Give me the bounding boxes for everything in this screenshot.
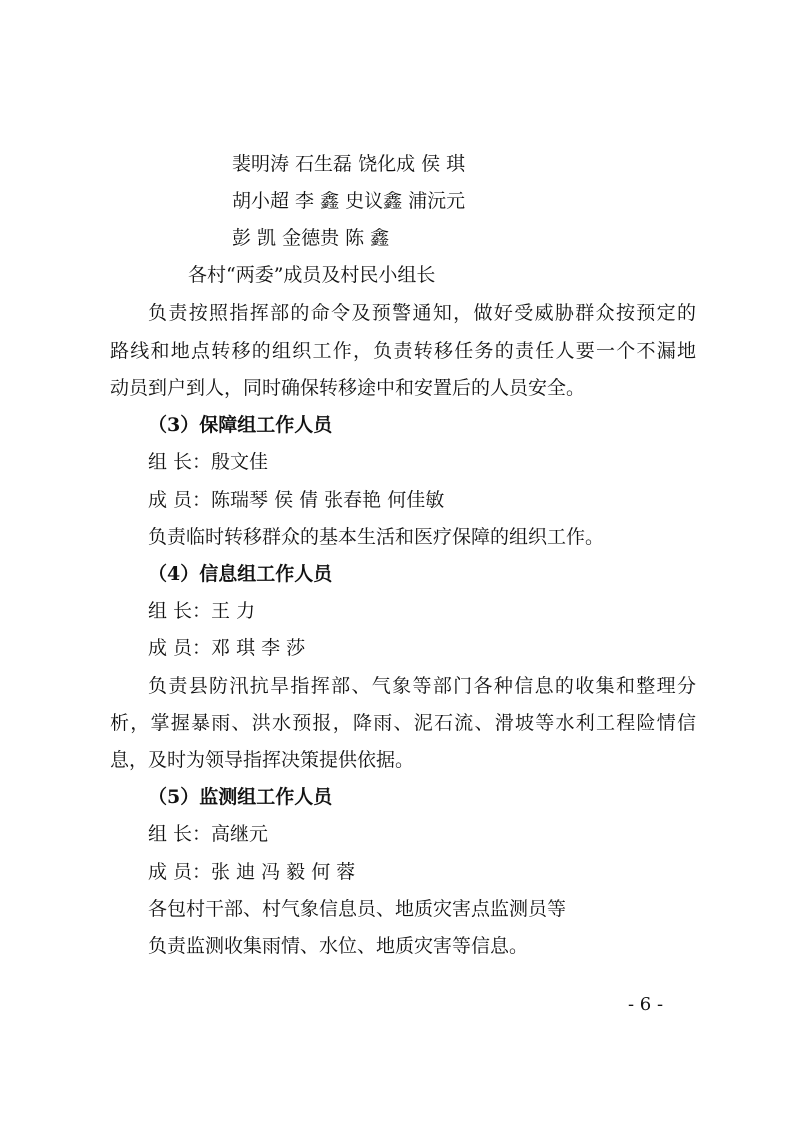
paragraph-transfer-duty-line-3: 动员到户到人，同时确保转移途中和安置后的人员安全。 <box>110 377 586 399</box>
paragraph-transfer-duty-line-2: 路线和地点转移的组织工作，负责转移任务的责任人要一个不漏地 <box>110 340 696 362</box>
support-group-members: 成 员：陈瑞琴 侯 倩 张春艳 何佳敏 <box>148 489 445 511</box>
monitor-group-leader: 组 长：高继元 <box>148 823 269 845</box>
member-names-line-2: 胡小超 李 鑫 史议鑫 浦沅元 <box>232 190 466 212</box>
page-number: - 6 - <box>628 994 664 1015</box>
support-group-leader: 组 长：殷文佳 <box>148 451 269 473</box>
member-names-line-3: 彭 凯 金德贵 陈 鑫 <box>232 227 390 249</box>
monitor-group-members: 成 员：张 迪 冯 毅 何 蓉 <box>148 861 356 883</box>
paragraph-info-duty-line-3: 息，及时为领导指挥决策提供依据。 <box>110 749 415 771</box>
paragraph-info-duty-line-2: 析，掌握暴雨、洪水预报，降雨、泥石流、滑坡等水利工程险情信 <box>110 712 696 734</box>
info-group-leader: 组 长：王 力 <box>148 600 256 622</box>
monitor-group-extra-members: 各包村干部、村气象信息员、地质灾害点监测员等 <box>148 898 567 920</box>
section-heading-info-group: （4）信息组工作人员 <box>148 563 333 585</box>
paragraph-transfer-duty-line-1: 负责按照指挥部的命令及预警通知，做好受威胁群众按预定的 <box>148 302 696 324</box>
section-heading-support-group: （3）保障组工作人员 <box>148 414 333 436</box>
monitor-group-duty: 负责监测收集雨情、水位、地质灾害等信息。 <box>148 935 529 957</box>
section-heading-monitor-group: （5）监测组工作人员 <box>148 786 333 808</box>
info-group-members: 成 员：邓 琪 李 莎 <box>148 637 306 659</box>
paragraph-info-duty-line-1: 负责县防汛抗旱指挥部、气象等部门各种信息的收集和整理分 <box>148 675 696 697</box>
support-group-duty: 负责临时转移群众的基本生活和医疗保障的组织工作。 <box>148 526 605 548</box>
village-members-line: 各村“两委”成员及村民小组长 <box>188 264 436 286</box>
member-names-line-1: 裴明涛 石生磊 饶化成 侯 琪 <box>232 153 466 175</box>
